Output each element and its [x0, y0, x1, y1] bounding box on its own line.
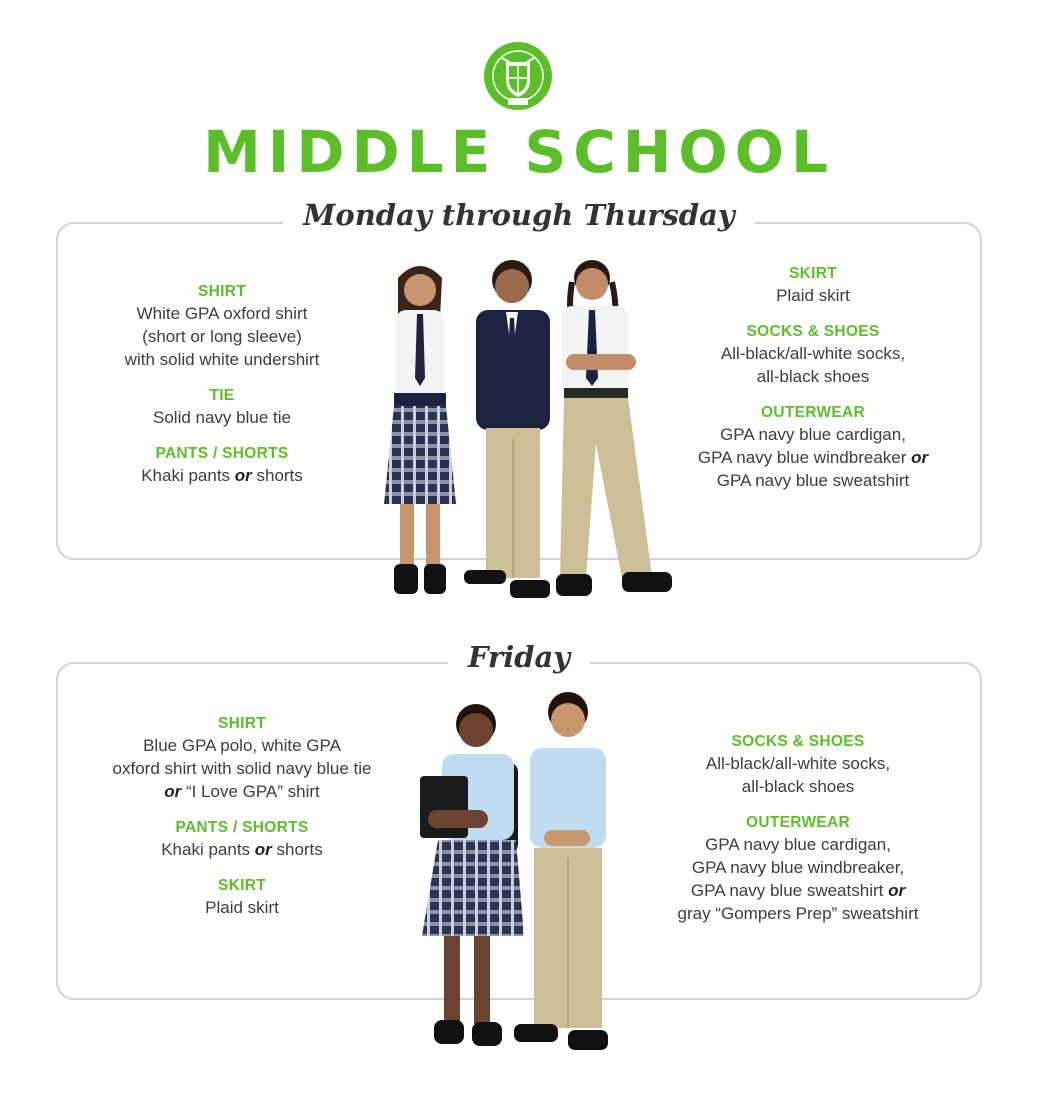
- friday-socks-shoes-label: SOCKS & SHOES: [731, 733, 865, 750]
- friday-shirt-text: Blue GPA polo, white GPA oxford shirt with solid navy blue tie or “I Love GPA” shirt: [112, 736, 372, 801]
- friday-shirt-label: SHIRT: [218, 715, 266, 732]
- tie-text: Solid navy blue tie: [153, 408, 291, 427]
- friday-left-column: [86, 714, 398, 919]
- monday-left-column: [96, 282, 348, 487]
- socks-shoes-label: SOCKS & SHOES: [746, 323, 880, 340]
- friday-outerwear-text: GPA navy blue cardigan, GPA navy blue windbreaker, GPA navy blue sweatshirt or gray “Gompers Prep” sweatshirt: [677, 835, 919, 923]
- monday-thursday-heading: Monday through Thursday: [283, 198, 754, 232]
- shirt-label: SHIRT: [198, 283, 246, 300]
- page-title: MIDDLE SCHOOL: [203, 118, 835, 186]
- tie-label: TIE: [209, 387, 235, 404]
- skirt-text: Plaid skirt: [776, 286, 850, 305]
- friday-pants-label: PANTS / SHORTS: [175, 819, 309, 836]
- shirt-text: White GPA oxford shirt (short or long sleeve) with solid white undershirt: [124, 304, 320, 369]
- school-crest-logo: [482, 40, 554, 112]
- monday-right-column: [672, 264, 954, 492]
- friday-outerwear-label: OUTERWEAR: [745, 814, 851, 831]
- outerwear-label: OUTERWEAR: [760, 404, 866, 421]
- students-uniform-image-monday: [360, 248, 690, 618]
- students-uniform-image-friday: [398, 690, 628, 1080]
- skirt-label: SKIRT: [789, 265, 837, 282]
- pants-label: PANTS / SHORTS: [155, 445, 289, 462]
- socks-shoes-text: All-black/all-white socks, all-black shoes: [720, 344, 906, 386]
- outerwear-text: GPA navy blue cardigan, GPA navy blue windbreaker or GPA navy blue sweatshirt: [697, 425, 929, 490]
- friday-right-column: [652, 732, 944, 925]
- friday-pants-text: Khaki pants or shorts: [161, 840, 323, 859]
- pants-text: Khaki pants or shorts: [141, 466, 303, 485]
- friday-skirt-label: SKIRT: [218, 877, 266, 894]
- friday-socks-shoes-text: All-black/all-white socks, all-black shoes: [705, 754, 891, 796]
- friday-heading: Friday: [448, 640, 590, 674]
- friday-skirt-text: Plaid skirt: [205, 898, 279, 917]
